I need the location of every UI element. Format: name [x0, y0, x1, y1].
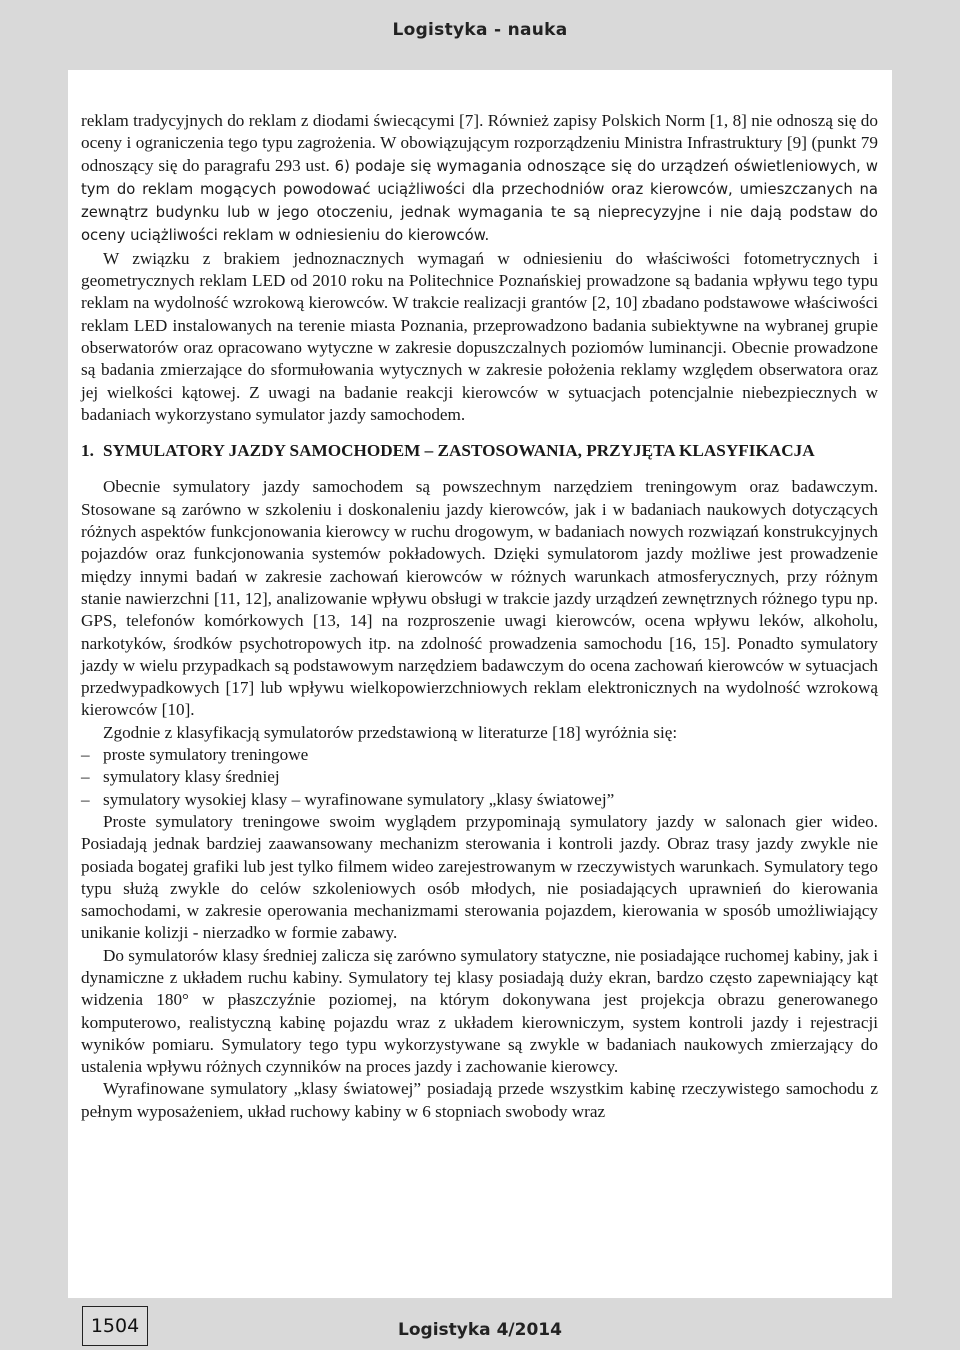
paragraph-2: W związku z brakiem jednoznacznych wymagań w odniesieniu do właściwości fotometrycznych i geometrycznych reklam LED od 2010 roku na Politechnice Poznańskiej prowadzone są badania wpływu tego typu reklam na wydolność wzrokową kierowców. W trakcie realizacji grantów [2, 10] zbadano podstawowe właściwości reklam LED instalowanych na terenie miasta Poznania, przeprowadzono badania subiektywne na wybranej grupie obserwatorów oraz opracowano wytyczne w zakresie dopuszczalnych poziomów luminancji. Obecnie prowadzone są badania zmierzające do sformułowania wytycznych w zakresie położenia reklamy względem obserwatora oraz jej wielkości kątowej. Z uwagi na badanie reakcji kierowców w sytuacjach potencjalnie niebezpiecznych w badaniach wykorzystano symulator jazdy samochodem. [81, 248, 878, 424]
page-number: 1504 [82, 1306, 148, 1346]
list-dash: – [81, 767, 90, 787]
paragraph-1-sans: 6) podaje się wymagania odnoszące się do urządzeń oświetleniowych, w tym do reklam mogących powodować uciążliwości dla przechodniów oraz kierowców, umieszczanych na zewnątrz budynku lub w jego otoczeniu, jednak wymagania te są nieprecyzyjne i nie dają podstaw do oceny uciążliwości reklam w odniesieniu do kierowców. [81, 157, 878, 245]
list-item [81, 744, 878, 766]
paragraph-7: Wyrafinowane symulatory „klasy światowej” posiadają przede wszystkim kabinę rzeczywistego samochodu z pełnym wyposażeniem, układ ruchowy kabiny w 6 stopniach swobody wraz [81, 1079, 878, 1121]
journal-footer: Logistyka 4/2014 [398, 1320, 562, 1340]
paragraph-3: Obecnie symulatory jazdy samochodem są powszechnym narzędziem treningowym oraz badawczym. Stosowane są zarówno w szkoleniu i doskonaleniu jazdy kierowców, jak i w badaniach naukowych dotyczących różnych aspektów funkcjonowania kierowcy w ruchu drogowym, w badaniach nowych rozwiązań konstrukcyjnych pojazdów oraz funkcjonowania systemów pokładowych. Dzięki symulatorom jazdy możliwe jest prowadzenie między innymi badań w zakresie zachowań kierowców w różnych warunkach atmosferycznych, przy różnym stanie nawierzchni [11, 12], analizowanie wpływu obsługi w trakcie jazdy urządzeń zewnętrznych różnego typu np. GPS, telefonów komórkowych [13, 14] na rozproszenie uwagi kierowców, ocena wpływu leków, alkoholu, narkotyków, środków psychotropowych itp. na zdolność prowadzenia samochodu [16, 15]. Ponadto symulatory jazdy w wielu przypadkach są podstawowym narzędziem badawczym do ocena zachowań kierowców w sytuacjach przedwypadkowych [17] lub wpływu wielkopowierzchniowych reklam elektronicznych na wydolność wzrokową kierowców [10]. [81, 477, 878, 720]
classification-list [81, 744, 878, 811]
section-number: 1. [81, 441, 94, 461]
list-item [81, 789, 878, 811]
section-heading [81, 440, 878, 462]
paragraph-1-serif: reklam tradycyjnych do reklam z diodami świecącymi [7]. Również zapisy Polskich Norm [1, 8] nie odnoszą się do oceny i ograniczenia tego typu zagrożenia. W obowiązującym rozporządzeniu Ministra Infrastruktury [9] (punkt 79 odnoszący się do paragrafu 293 ust. [81, 111, 878, 175]
page-sheet [68, 70, 892, 1298]
article-body [81, 110, 878, 1123]
list-dash: – [81, 745, 90, 765]
list-dash: – [81, 789, 90, 809]
list-item [81, 766, 878, 788]
paragraph-5: Proste symulatory treningowe swoim wyglądem przypominają symulatory jazdy w salonach gier wideo. Posiadają jednak bardziej zaawansowany mechanizm sterowania i kontroli jazdy. Obraz trasy jazdy zwykle nie posiada bogatej grafiki lub jest tylko filmem wideo zarejestrowanym w rzeczywistych warunkach. Symulatory tego typu służą zwykle do celów szkoleniowych osób młodych, nie posiadających uprawnień do kierowania samochodami, w zakresie operowania mechanizmami sterowania pojazdem, kierowania w sposób umożliwiający unikanie kolizji - nierzadko w formie zabawy. [81, 811, 878, 943]
paragraph-4: Zgodnie z klasyfikacją symulatorów przedstawioną w literaturze [18] wyróżnia się: [103, 722, 678, 742]
paragraph-6: Do symulatorów klasy średniej zalicza się zarówno symulatory statyczne, nie posiadające ruchomej kabiny, jak i dynamiczne z układem ruchu kabiny. Symulatory tej klasy posiadają duży ekran, bardzo często zapewniający kąt widzenia 180° w płaszczyźnie poziomej, na którym dokonywana jest projekcja obrazu generowanego komputerowo, realistyczną kabinę pojazdu wraz z układem kierowniczym, system kontroli jazdy i rejestracji wyników pomiaru. Symulatory tego typu wykorzystywane są zwykle w badaniach naukowych zmierzający do ustalenia wpływu różnych czynników na proces jazdy i zachowanie kierowcy. [81, 945, 878, 1077]
list-item-text: symulatory klasy średniej [103, 767, 280, 787]
section-title: SYMULATORY JAZDY SAMOCHODEM – ZASTOSOWANIA, PRZYJĘTA KLASYFIKACJA [103, 441, 815, 461]
list-item-text: proste symulatory treningowe [103, 745, 309, 765]
running-header: Logistyka - nauka [392, 20, 568, 40]
paragraph-1 [81, 110, 878, 248]
list-item-text: symulatory wysokiej klasy – wyrafinowane symulatory „klasy światowej” [103, 789, 615, 809]
